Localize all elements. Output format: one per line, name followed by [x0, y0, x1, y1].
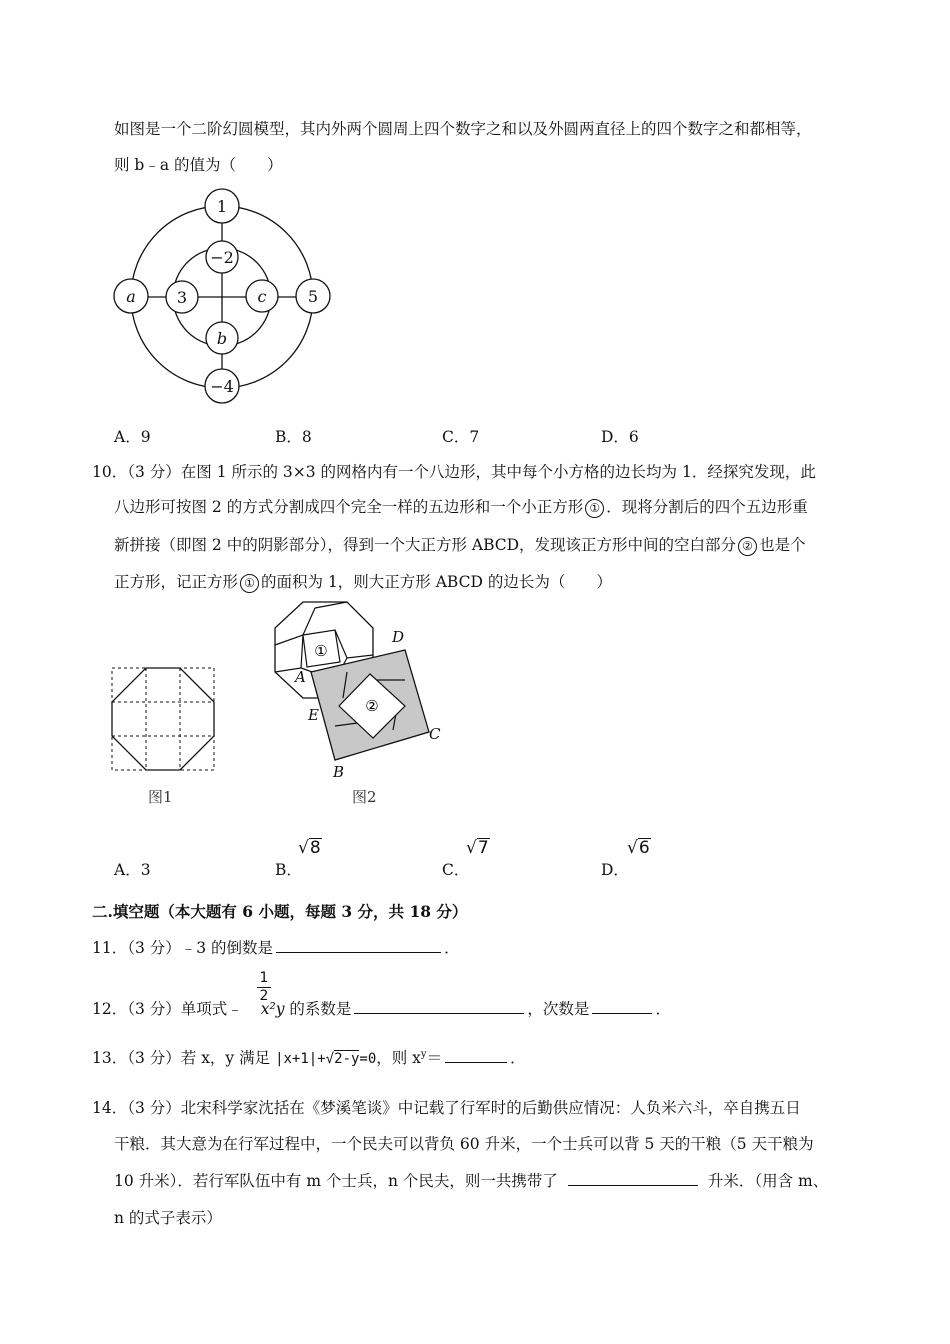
q13-expr-radicand: 2-y — [334, 1051, 360, 1067]
q9-line1: 如图是一个二阶幻圆模型，其内外两个圆周上四个数字之和以及外圆两直径上的四个数字之和都相等， — [114, 120, 812, 138]
fig2-label-d: D — [392, 628, 405, 646]
q12-prefix: 12．（3 分）单项式﹣ — [92, 1000, 243, 1018]
q13-sup: y — [420, 1048, 427, 1060]
fig2-circled-two: ② — [365, 697, 379, 715]
q13-expr-abs: |x+1| — [275, 1051, 318, 1067]
circled-one: ① — [585, 499, 604, 518]
fig2-label-a: A — [295, 668, 306, 686]
fig-inner-top-num: −2 — [210, 248, 234, 267]
q13-expr-plus: + — [317, 1051, 326, 1067]
q13-end: ． — [510, 1049, 526, 1067]
q10-option-c-radicand: 7 — [477, 838, 489, 858]
q10-line4b: 的面积为 1，则大正方形 ABCD 的边长为（ ） — [261, 573, 612, 591]
q10-option-b: B． — [275, 861, 302, 879]
fig2-label-e: E — [308, 706, 319, 724]
fig-inner-right-var: c — [257, 287, 267, 306]
q12-coefficient-blank[interactable] — [354, 997, 524, 1014]
q10-line4a: 正方形，记正方形 — [114, 573, 239, 591]
q14-answer-blank[interactable] — [568, 1169, 698, 1186]
magic-circle-figure — [108, 186, 338, 408]
q9-option-a: A．9 — [114, 428, 151, 446]
q13-expression: |x+1|+√2-y=0 — [275, 1051, 377, 1067]
q12 — [92, 997, 671, 1019]
q14-line1: 14．（3 分）北宋科学家沈括在《梦溪笔谈》中记载了行军时的后勤供应情况：人负米六斗，卒自携五日 — [92, 1099, 801, 1117]
q10-option-c-sqrt: √7 — [466, 838, 489, 858]
fig2-circled-one: ① — [314, 642, 328, 660]
q11 — [92, 936, 460, 958]
q10-option-d-sqrt: √6 — [627, 838, 650, 858]
q13-prefix: 13．（3 分）若 x，y 满足 — [92, 1049, 271, 1067]
q10-line1: 10．（3 分）在图 1 所示的 3×3 的网格内有一个八边形，其中每个小方格的边长均为 1．经探究发现，此 — [92, 463, 816, 481]
fig-right-num: 5 — [307, 287, 319, 306]
fig2-label-c: C — [429, 725, 441, 743]
fig-inner-bottom-var: b — [216, 329, 228, 348]
q14-line3b: 升米．（用含 m、 — [707, 1172, 829, 1190]
q9-line2: 则 b﹣a 的值为（ ） — [114, 156, 283, 174]
q13-expr-eq: =0 — [359, 1051, 377, 1067]
q13-answer-blank[interactable] — [445, 1046, 507, 1063]
figure2-caption: 图2 — [352, 788, 377, 806]
q12-end: ． — [655, 1000, 671, 1018]
q10-line4 — [114, 570, 612, 593]
q10-option-b-radicand: 8 — [309, 838, 321, 858]
q14-line3a: 10 升米）．若行军队伍中有 m 个士兵，n 个民夫，则一共携带了 — [114, 1172, 558, 1190]
fig-inner-left-num: 3 — [176, 288, 188, 307]
q10-line2a: 八边形可按图 2 的方式分割成四个完全一样的五边形和一个小正方形 — [114, 498, 584, 516]
q10-line3a: 新拼接（即图 2 中的阴影部分），得到一个大正方形 ABCD，发现该正方形中间的空白部分 — [114, 536, 737, 554]
q12-frac-den: 2 — [257, 987, 271, 1004]
q12-frac-num: 1 — [259, 970, 269, 986]
q10-line3 — [114, 533, 806, 556]
q10-line2 — [114, 495, 808, 518]
fig-top-num: 1 — [216, 197, 228, 216]
q12-degree-blank[interactable] — [592, 997, 652, 1014]
q12-monomial: x²y — [260, 1000, 285, 1018]
q9-option-b: B．8 — [275, 428, 312, 446]
q12-mid2: ，次数是 — [527, 1000, 590, 1018]
fig2-label-b: B — [333, 763, 345, 780]
figure1-caption: 图1 — [148, 788, 173, 806]
q9-option-c: C．7 — [442, 428, 480, 446]
q10-option-a: A．3 — [114, 861, 151, 879]
circled-two: ② — [738, 537, 757, 556]
q11-end: ． — [444, 939, 460, 957]
q11-text: 11．（3 分）﹣3 的倒数是 — [92, 939, 274, 957]
section2-heading: 二.填空题（本大题有 6 小题，每题 3 分，共 18 分） — [92, 902, 468, 921]
figure1-grid-octagon — [110, 666, 218, 774]
q10-line2b: ．现将分割后的四个五边形重 — [606, 498, 808, 516]
q13 — [92, 1046, 526, 1068]
q14-line2: 干粮．其大意为在行军过程中，一个民夫可以背负 60 升米，一个士兵可以背 5 天的干粮（5 天干粮为 — [114, 1135, 814, 1153]
q10-option-b-sqrt: √8 — [298, 838, 321, 858]
q10-option-c: C． — [442, 861, 470, 879]
q10-line3b: 也是个 — [759, 536, 806, 554]
q14-line4: n 的式子表示） — [114, 1209, 222, 1227]
q13-mid: ，则 x — [376, 1049, 421, 1067]
fig-left-var: a — [126, 287, 136, 306]
q9-option-d: D．6 — [601, 428, 639, 446]
q11-answer-blank[interactable] — [276, 936, 441, 953]
figure2-dissection — [265, 600, 445, 780]
q14-line3 — [114, 1169, 828, 1191]
q10-option-d-radicand: 6 — [638, 838, 650, 858]
fig-bottom-num: −4 — [210, 377, 234, 396]
q10-option-d: D． — [601, 861, 629, 879]
circled-one-ref: ① — [240, 574, 259, 593]
q12-mid: 的系数是 — [284, 1000, 352, 1018]
q13-eq: ＝ — [426, 1049, 443, 1067]
